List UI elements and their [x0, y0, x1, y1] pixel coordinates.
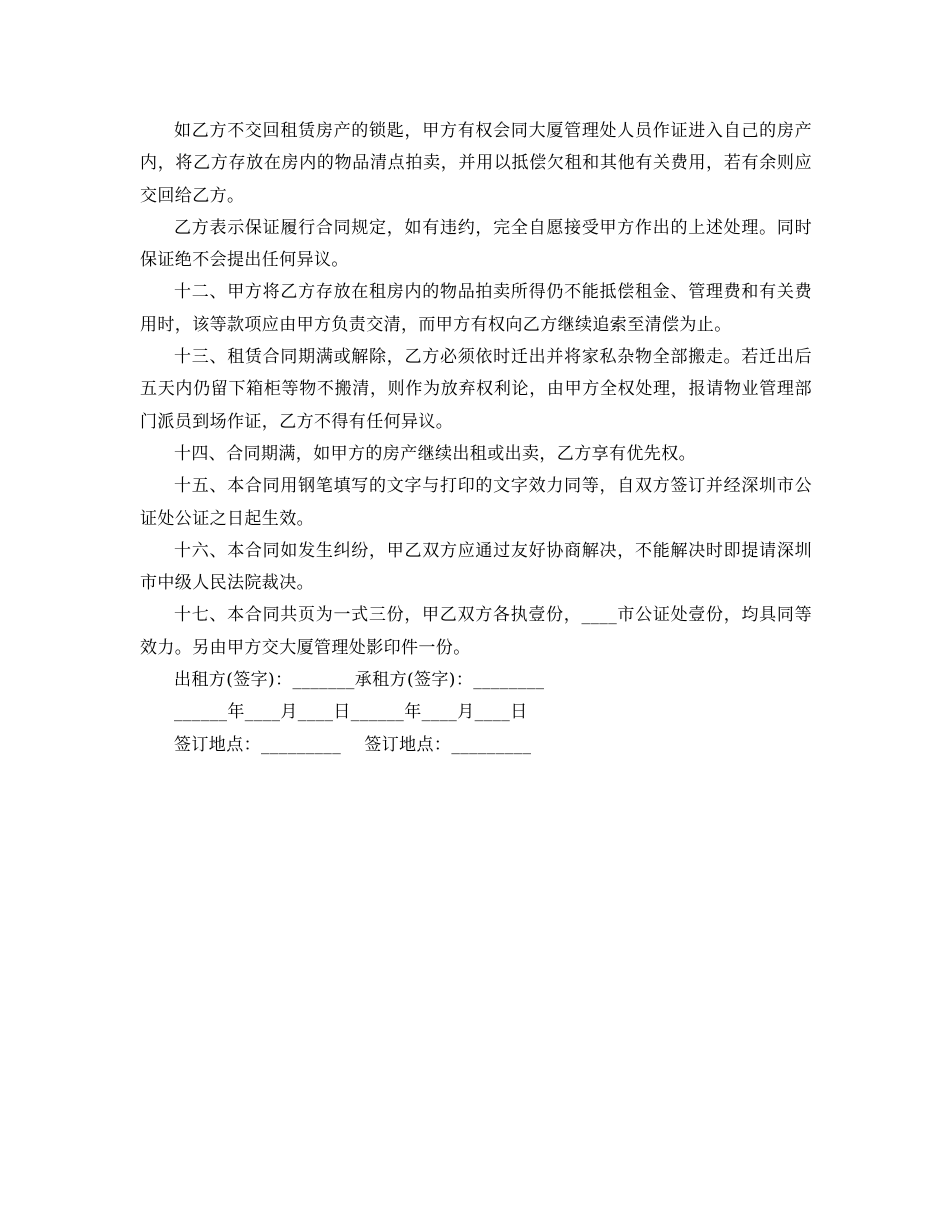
- signature-places-line: 签订地点：_________ 签订地点：_________: [174, 734, 532, 755]
- paragraph-guarantee: 乙方表示保证履行合同规定，如有违约，完全自愿接受甲方作出的上述处理。同时保证绝不会提出任何异议。: [140, 217, 812, 271]
- clause-15: 十五、本合同用钢笔填写的文字与打印的文字效力同等，自双方签订并经深圳市公证处公证之日起生效。: [140, 476, 812, 529]
- clause-13: 十三、租赁合同期满或解除，乙方必须依时迁出并将家私杂物全部搬走。若迁出后五天内仍留下箱柜等物不搬清，则作为放弃权利论，由甲方全权处理，报请物业管理部门派员到场作证，乙方不得有任何异议。: [140, 347, 812, 432]
- paragraph-lock-key: 如乙方不交回租赁房产的锁匙，甲方有权会同大厦管理处人员作证进入自己的房产内，将乙方存放在房内的物品清点拍卖，并用以抵偿欠租和其他有关费用，若有余则应交回给乙方。: [140, 121, 812, 206]
- document-body: [140, 115, 812, 761]
- clause-16: 十六、本合同如发生纠纷，甲乙双方应通过友好协商解决，不能解决时即提请深圳市中级人民法院裁决。: [140, 540, 812, 594]
- clause-17: 十七、本合同共页为一式三份，甲乙双方各执壹份，____市公证处壹份，均具同等效力。另由甲方交大厦管理处影印件一份。: [140, 605, 812, 658]
- signature-dates-line: ______年____月____日______年____月____日: [174, 702, 528, 723]
- clause-12: 十二、甲方将乙方存放在租房内的物品拍卖所得仍不能抵偿租金、管理费和有关费用时，该等款项应由甲方负责交清，而甲方有权向乙方继续追索至清偿为止。: [140, 282, 812, 335]
- signature-parties-line: 出租方(签字)：_______承租方(签字)：________: [174, 670, 545, 691]
- clause-14: 十四、合同期满，如甲方的房产继续出租或出卖，乙方享有优先权。: [174, 443, 696, 464]
